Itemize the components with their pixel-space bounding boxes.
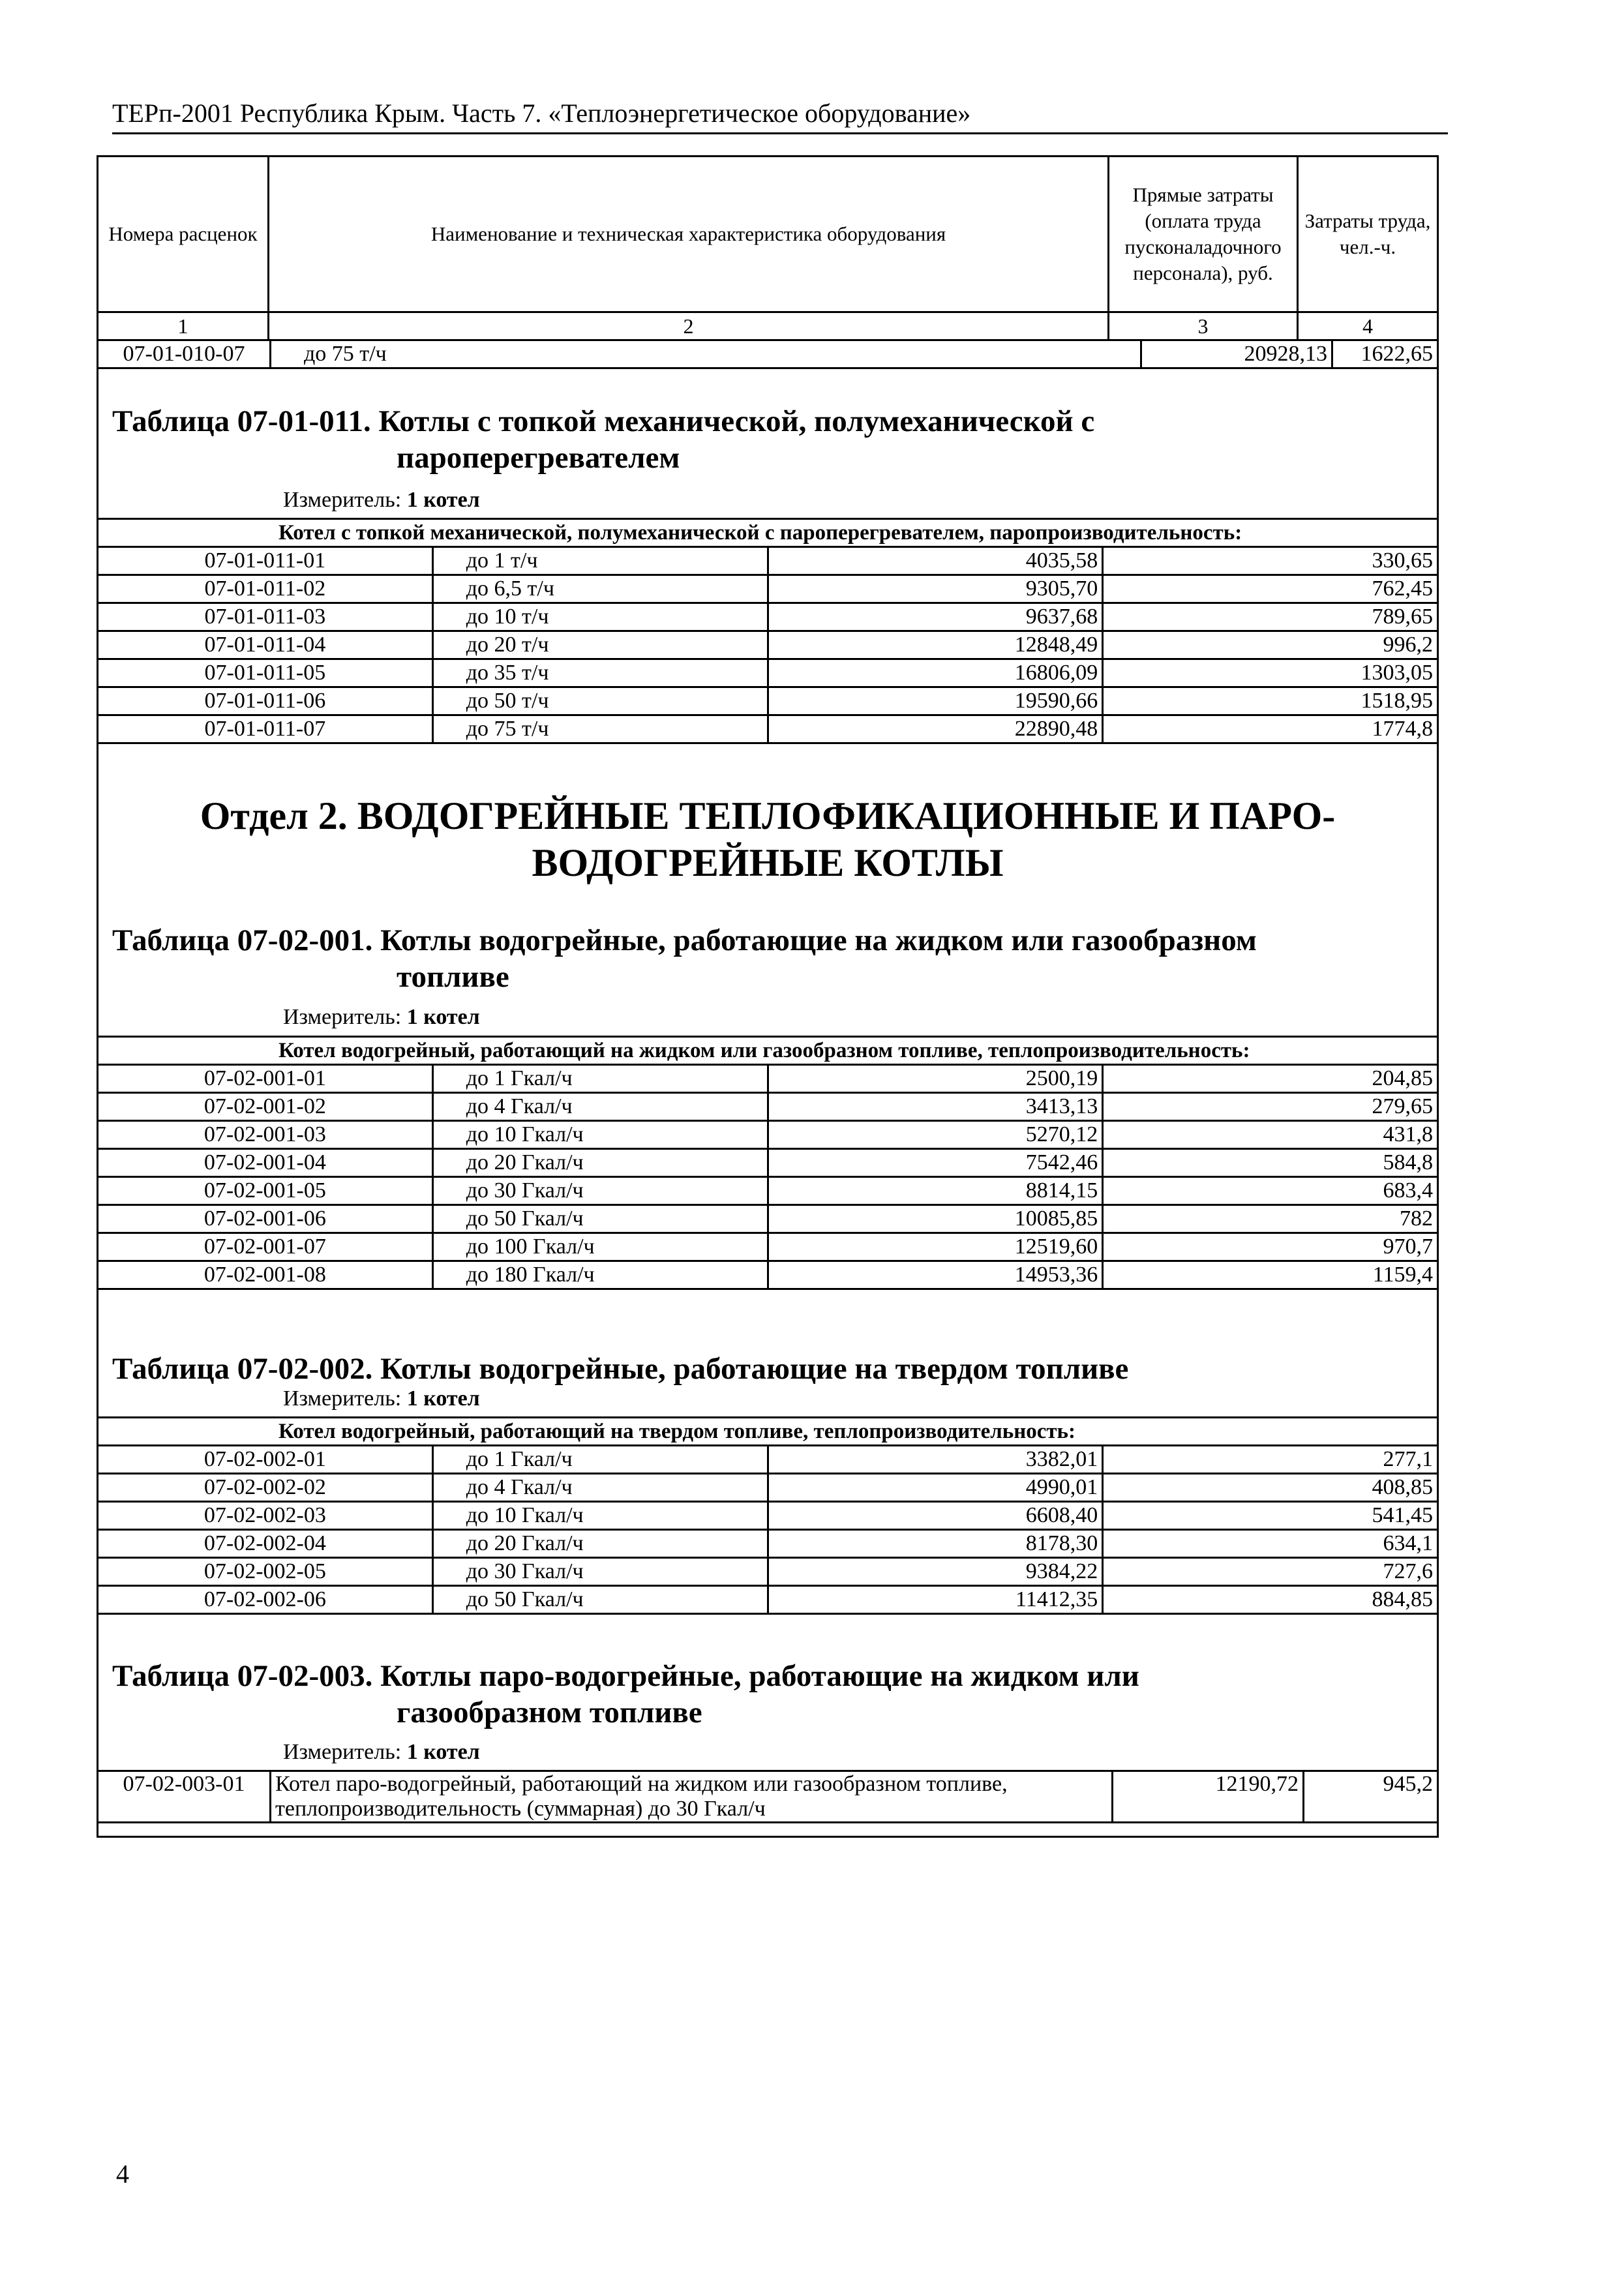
table-row	[98, 1502, 1438, 1530]
column-number-row	[97, 311, 1439, 341]
table-row	[98, 715, 1438, 743]
row-name: до 30 Гкал/ч	[432, 1177, 768, 1205]
row-code: 07-01-011-04	[98, 631, 433, 659]
table-row	[98, 1474, 1438, 1502]
table-row	[98, 1446, 1438, 1474]
row-name: до 20 Гкал/ч	[432, 1149, 768, 1177]
col-num-3: 3	[1109, 313, 1299, 339]
row-code: 07-02-001-06	[98, 1205, 433, 1233]
row-cost: 3413,13	[768, 1093, 1103, 1121]
table-row	[98, 1530, 1438, 1558]
table-row	[98, 631, 1438, 659]
table-row	[98, 340, 1438, 368]
row-cost: 19590,66	[768, 687, 1103, 715]
row-labor: 279,65	[1103, 1093, 1438, 1121]
header-rule	[112, 132, 1448, 134]
row-code: 07-01-010-07	[98, 340, 271, 368]
col-num-1: 1	[98, 313, 269, 339]
row-cost: 22890,48	[768, 715, 1103, 743]
row-name: до 180 Гкал/ч	[432, 1261, 768, 1289]
table-title-07-02-003: Таблица 07-02-003. Котлы паро-водогрейные, работающие на жидком или газообразном топливе	[112, 1659, 1139, 1729]
col-header-name: Наименование и техническая характеристика оборудования	[269, 157, 1109, 311]
row-labor: 634,1	[1103, 1530, 1438, 1558]
row-cost: 12519,60	[768, 1233, 1103, 1261]
row-code: 07-02-002-01	[98, 1446, 433, 1474]
row-code: 07-02-002-02	[98, 1474, 433, 1502]
row-name: до 1 Гкал/ч	[432, 1446, 768, 1474]
table-07-02-001	[97, 1036, 1439, 1290]
table-07-02-002	[97, 1416, 1439, 1615]
row-name: до 4 Гкал/ч	[432, 1093, 768, 1121]
row-labor: 204,85	[1103, 1065, 1438, 1093]
row-cost: 16806,09	[768, 659, 1103, 687]
row-cost: 6608,40	[768, 1502, 1103, 1530]
column-header	[97, 155, 1439, 313]
group-row: Котел водогрейный, работающий на твердом топливе, теплопроизводительность:	[98, 1418, 1438, 1446]
table-row	[98, 687, 1438, 715]
row-name: до 75 т/ч	[271, 340, 1141, 368]
row-labor: 884,85	[1103, 1586, 1438, 1614]
row-name: Котел паро-водогрейный, работающий на жидком или газообразном топливе, теплопроизводительность (суммарная) до 30 Гкал/ч	[271, 1771, 1113, 1823]
row-cost: 8178,30	[768, 1530, 1103, 1558]
unit-07-01-011: Измеритель: 1 котел	[283, 488, 480, 512]
row-labor: 762,45	[1103, 575, 1438, 603]
row-labor: 789,65	[1103, 603, 1438, 631]
row-cost: 7542,46	[768, 1149, 1103, 1177]
table-row	[98, 575, 1438, 603]
row-labor: 996,2	[1103, 631, 1438, 659]
row-code: 07-02-002-05	[98, 1558, 433, 1586]
row-labor: 1303,05	[1103, 659, 1438, 687]
row-cost: 20928,13	[1141, 340, 1332, 368]
row-name: до 50 Гкал/ч	[432, 1586, 768, 1614]
row-code: 07-02-001-03	[98, 1121, 433, 1149]
row-cost: 12848,49	[768, 631, 1103, 659]
row-code: 07-02-002-06	[98, 1586, 433, 1614]
row-cost: 4990,01	[768, 1474, 1103, 1502]
row-cost: 12190,72	[1113, 1771, 1304, 1823]
row-labor: 945,2	[1304, 1771, 1438, 1823]
row-code: 07-02-002-03	[98, 1502, 433, 1530]
col-header-cost: Прямые затраты (оплата труда пусконаладочного персонала), руб.	[1109, 157, 1299, 311]
row-code: 07-02-001-07	[98, 1233, 433, 1261]
row-code: 07-01-011-05	[98, 659, 433, 687]
row-cost: 9384,22	[768, 1558, 1103, 1586]
row-code: 07-02-001-02	[98, 1093, 433, 1121]
row-cost: 9305,70	[768, 575, 1103, 603]
table-row	[98, 1121, 1438, 1149]
table-row	[98, 547, 1438, 575]
table-title-07-01-011: Таблица 07-01-011. Котлы с топкой механической, полумеханической с пароперегревателем	[112, 404, 1095, 475]
row-labor: 584,8	[1103, 1149, 1438, 1177]
row-labor: 431,8	[1103, 1121, 1438, 1149]
table-row	[98, 1093, 1438, 1121]
row-name: до 1 т/ч	[432, 547, 768, 575]
row-code: 07-02-001-05	[98, 1177, 433, 1205]
table-07-01-011	[97, 518, 1439, 744]
row-labor: 1774,8	[1103, 715, 1438, 743]
row-labor: 330,65	[1103, 547, 1438, 575]
row-cost: 2500,19	[768, 1065, 1103, 1093]
row-code: 07-02-003-01	[98, 1771, 271, 1823]
row-cost: 4035,58	[768, 547, 1103, 575]
table-row	[98, 659, 1438, 687]
group-row: Котел с топкой механической, полумеханической с пароперегревателем, паропроизводительность:	[98, 519, 1438, 547]
row-labor: 683,4	[1103, 1177, 1438, 1205]
unit-07-02-003: Измеритель: 1 котел	[283, 1740, 480, 1764]
row-name: до 6,5 т/ч	[432, 575, 768, 603]
row-name: до 35 т/ч	[432, 659, 768, 687]
row-labor: 541,45	[1103, 1502, 1438, 1530]
row-labor: 408,85	[1103, 1474, 1438, 1502]
row-code: 07-01-011-01	[98, 547, 433, 575]
row-code: 07-02-001-04	[98, 1149, 433, 1177]
page-header: ТЕРп-2001 Республика Крым. Часть 7. «Теплоэнергетическое оборудование»	[112, 98, 971, 128]
table-07-02-003	[97, 1770, 1439, 1823]
row-cost: 5270,12	[768, 1121, 1103, 1149]
row-name: до 20 Гкал/ч	[432, 1530, 768, 1558]
page-number: 4	[116, 2159, 129, 2189]
table-row	[98, 603, 1438, 631]
table-prev	[97, 339, 1439, 369]
col-num-4: 4	[1362, 314, 1373, 338]
row-labor: 782	[1103, 1205, 1438, 1233]
row-labor: 727,6	[1103, 1558, 1438, 1586]
row-code: 07-02-001-01	[98, 1065, 433, 1093]
col-num-2: 2	[269, 313, 1109, 339]
row-code: 07-01-011-02	[98, 575, 433, 603]
row-cost: 9637,68	[768, 603, 1103, 631]
row-labor: 1622,65	[1332, 340, 1438, 368]
unit-07-02-001: Измеритель: 1 котел	[283, 1005, 480, 1029]
group-row: Котел водогрейный, работающий на жидком или газообразном топливе, теплопроизводительность:	[98, 1037, 1438, 1065]
row-name: до 30 Гкал/ч	[432, 1558, 768, 1586]
row-cost: 14953,36	[768, 1261, 1103, 1289]
row-name: до 20 т/ч	[432, 631, 768, 659]
table-row	[98, 1205, 1438, 1233]
row-name: до 100 Гкал/ч	[432, 1233, 768, 1261]
row-code: 07-02-001-08	[98, 1261, 433, 1289]
row-code: 07-01-011-03	[98, 603, 433, 631]
row-name: до 75 т/ч	[432, 715, 768, 743]
table-title-07-02-002: Таблица 07-02-002. Котлы водогрейные, работающие на твердом топливе	[112, 1352, 1129, 1386]
col-header-code: Номера расценок	[98, 157, 269, 311]
row-labor: 1159,4	[1103, 1261, 1438, 1289]
row-name: до 10 Гкал/ч	[432, 1121, 768, 1149]
table-row	[98, 1177, 1438, 1205]
table-row	[98, 1233, 1438, 1261]
row-name: до 10 Гкал/ч	[432, 1502, 768, 1530]
row-code: 07-02-002-04	[98, 1530, 433, 1558]
row-name: до 50 Гкал/ч	[432, 1205, 768, 1233]
row-code: 07-01-011-06	[98, 687, 433, 715]
col-header-labor: Затраты труда, чел.-ч.	[1304, 209, 1431, 258]
row-labor: 970,7	[1103, 1233, 1438, 1261]
table-row	[98, 1558, 1438, 1586]
row-cost: 11412,35	[768, 1586, 1103, 1614]
row-name: до 1 Гкал/ч	[432, 1065, 768, 1093]
row-name: до 50 т/ч	[432, 687, 768, 715]
table-row	[98, 1771, 1438, 1823]
row-name: до 4 Гкал/ч	[432, 1474, 768, 1502]
table-row	[98, 1149, 1438, 1177]
unit-07-02-002: Измеритель: 1 котел	[283, 1386, 480, 1411]
table-row	[98, 1065, 1438, 1093]
row-name: до 10 т/ч	[432, 603, 768, 631]
row-labor: 277,1	[1103, 1446, 1438, 1474]
table-title-07-02-001: Таблица 07-02-001. Котлы водогрейные, работающие на жидком или газообразном топливе	[112, 923, 1257, 994]
row-cost: 10085,85	[768, 1205, 1103, 1233]
row-code: 07-01-011-07	[98, 715, 433, 743]
table-row	[98, 1261, 1438, 1289]
table-row	[98, 1586, 1438, 1614]
section-title: Отдел 2. ВОДОГРЕЙНЫЕ ТЕПЛОФИКАЦИОННЫЕ И ПАРО- ВОДОГРЕЙНЫЕ КОТЛЫ	[200, 794, 1336, 884]
row-labor: 1518,95	[1103, 687, 1438, 715]
row-cost: 3382,01	[768, 1446, 1103, 1474]
row-cost: 8814,15	[768, 1177, 1103, 1205]
